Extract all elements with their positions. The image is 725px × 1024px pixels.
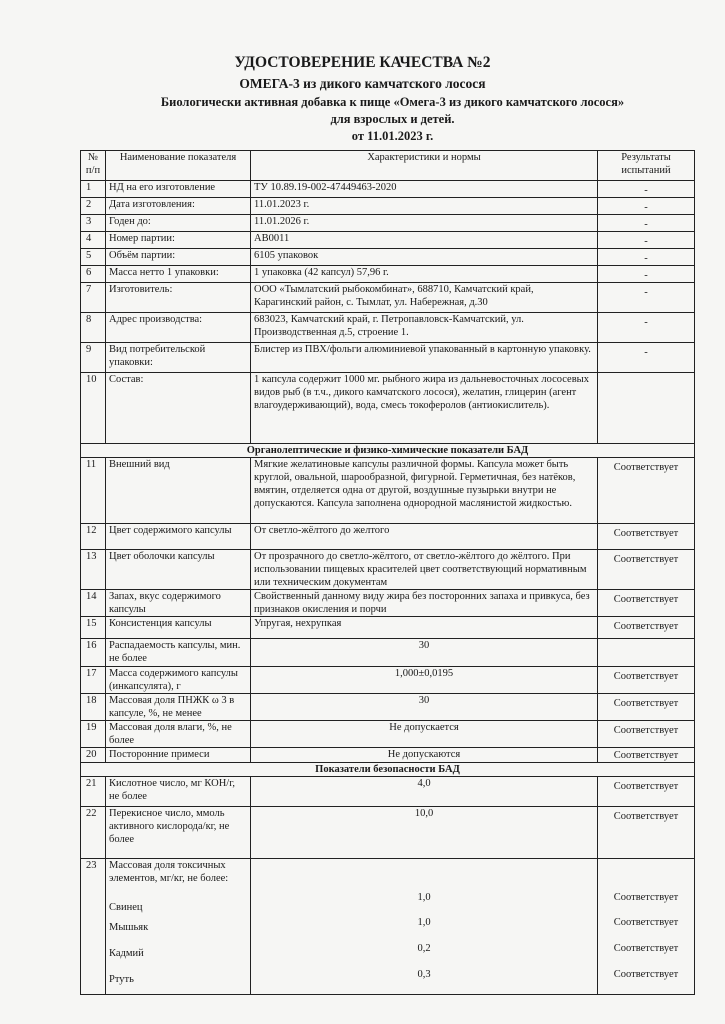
table-row — [81, 617, 695, 639]
row-result: Соответствует — [598, 777, 695, 807]
row-spec: Не допускается — [251, 721, 598, 748]
header-name: Наименование показателя — [106, 151, 251, 181]
row-spec: 1 упаковка (42 капсул) 57,96 г. — [251, 266, 598, 283]
row-result — [598, 639, 695, 667]
table-row — [81, 777, 695, 807]
row-name: Массовая доля ПНЖК ω 3 в капсуле, %, не менее — [106, 694, 251, 721]
toxic-specs-cell — [251, 859, 598, 995]
row-spec: 30 — [251, 639, 598, 667]
row-result: Соответствует — [598, 721, 695, 748]
row-num: 22 — [81, 807, 106, 859]
row-num: 23 — [81, 859, 106, 995]
row-spec: Мягкие желатиновые капсулы различной формы. Капсула может быть круглой, овальной, шарообразной, фигурной. Герметичная, без натёков, вмятин, отделяется одна от другой, воздушные пузырьки внутри не допускаются. Капсула заполнена однородной маслянистой жидкостью. — [251, 458, 598, 524]
toxic-names-cell — [106, 859, 251, 995]
row-name: Вид потребительской упаковки: — [106, 343, 251, 373]
toxic-header: Массовая доля токсичных элементов, мг/кг, не более: — [109, 860, 229, 884]
row-num: 20 — [81, 748, 106, 763]
row-name: Годен до: — [106, 215, 251, 232]
row-spec: 30 — [251, 694, 598, 721]
row-num: 6 — [81, 266, 106, 283]
row-name: Распадаемость капсулы, мин. не более — [106, 639, 251, 667]
toxic-results-cell — [598, 859, 695, 995]
header-num: № п/п — [81, 151, 106, 181]
row-name: Масса содержимого капсулы (инкапсулята), г — [106, 667, 251, 694]
table-row-toxic — [81, 859, 695, 995]
row-num: 17 — [81, 667, 106, 694]
row-name: Консистенция капсулы — [106, 617, 251, 639]
row-name: Номер партии: — [106, 232, 251, 249]
toxic-item-spec: 1,0 — [417, 892, 431, 903]
row-result: - — [598, 198, 695, 215]
row-num: 8 — [81, 313, 106, 343]
row-name: Массовая доля влаги, %, не более — [106, 721, 251, 748]
toxic-item-spec: 0,3 — [417, 969, 431, 980]
row-result — [598, 373, 695, 444]
document-date: от 11.01.2023 г. — [351, 129, 434, 143]
row-name: Масса нетто 1 упаковки: — [106, 266, 251, 283]
toxic-item-result: Соответствует — [613, 892, 679, 903]
section-title-safety: Показатели безопасности БАД — [81, 763, 695, 777]
row-result: - — [598, 249, 695, 266]
document-title: УДОСТОВЕРЕНИЕ КАЧЕСТВА №2 — [234, 54, 491, 71]
table-row — [81, 694, 695, 721]
row-name: Внешний вид — [106, 458, 251, 524]
row-spec: Свойственный данному виду жира без посторонних запаха и привкуса, без признаков окисления и порчи — [251, 590, 598, 617]
row-result: Соответствует — [598, 550, 695, 590]
toxic-item-result: Соответствует — [613, 969, 679, 980]
toxic-item-name: Ртуть — [109, 974, 134, 985]
row-name: Кислотное число, мг КОН/г, не более — [106, 777, 251, 807]
table-row — [81, 748, 695, 763]
row-result: - — [598, 232, 695, 249]
table-header-row — [81, 151, 695, 181]
row-name: Адрес производства: — [106, 313, 251, 343]
toxic-item-spec: 0,2 — [417, 943, 431, 954]
table-row — [81, 639, 695, 667]
row-result: Соответствует — [598, 590, 695, 617]
row-spec: 683023, Камчатский край, г. Петропавловск-Камчатский, ул. Производственная д.5, строение 1. — [251, 313, 598, 343]
quality-table — [80, 150, 695, 995]
row-result: Соответствует — [598, 748, 695, 763]
table-row — [81, 343, 695, 373]
row-spec: 1,000±0,0195 — [251, 667, 598, 694]
table-row — [81, 721, 695, 748]
table-row — [81, 283, 695, 313]
row-result: Соответствует — [598, 694, 695, 721]
section-row — [81, 444, 695, 458]
table-row — [81, 249, 695, 266]
row-name: Цвет содержимого капсулы — [106, 524, 251, 550]
document-audience: для взрослых и детей. — [330, 112, 455, 126]
row-num: 19 — [81, 721, 106, 748]
row-num: 5 — [81, 249, 106, 266]
row-spec: 4,0 — [251, 777, 598, 807]
product-name: ОМЕГА-3 из дикого камчатского лосося — [239, 76, 486, 91]
row-name: Посторонние примеси — [106, 748, 251, 763]
row-num: 14 — [81, 590, 106, 617]
row-result: - — [598, 266, 695, 283]
row-name: Перекисное число, ммоль активного кислорода/кг, не более — [106, 807, 251, 859]
table-row — [81, 458, 695, 524]
row-num: 11 — [81, 458, 106, 524]
row-num: 1 — [81, 181, 106, 198]
row-num: 16 — [81, 639, 106, 667]
row-result: Соответствует — [598, 524, 695, 550]
row-result: Соответствует — [598, 458, 695, 524]
row-result: - — [598, 215, 695, 232]
document-header — [0, 52, 725, 145]
toxic-item-spec: 1,0 — [417, 917, 431, 928]
row-result: Соответствует — [598, 807, 695, 859]
row-num: 21 — [81, 777, 106, 807]
row-name: Запах, вкус содержимого капсулы — [106, 590, 251, 617]
row-spec: АВ0011 — [251, 232, 598, 249]
row-num: 2 — [81, 198, 106, 215]
table-row — [81, 524, 695, 550]
row-name: НД на его изготовление — [106, 181, 251, 198]
toxic-item-result: Соответствует — [613, 943, 679, 954]
row-spec: 6105 упаковок — [251, 249, 598, 266]
row-num: 10 — [81, 373, 106, 444]
row-num: 4 — [81, 232, 106, 249]
row-num: 15 — [81, 617, 106, 639]
row-num: 18 — [81, 694, 106, 721]
toxic-item-name: Мышьяк — [109, 922, 149, 933]
header-result: Результаты испытаний — [598, 151, 695, 181]
section-row — [81, 763, 695, 777]
row-name: Состав: — [106, 373, 251, 444]
table-row — [81, 198, 695, 215]
table-row — [81, 807, 695, 859]
table-row — [81, 550, 695, 590]
row-result: - — [598, 343, 695, 373]
document-subtitle: Биологически активная добавка к пище «Омега-3 из дикого камчатского лосося» — [160, 95, 625, 109]
table-row — [81, 313, 695, 343]
section-title-organoleptic: Органолептические и физико-химические показатели БАД — [81, 444, 695, 458]
table-row — [81, 215, 695, 232]
toxic-item-name: Свинец — [109, 902, 143, 913]
row-spec: 1 капсула содержит 1000 мг. рыбного жира из дальневосточных лососевых видов рыб (в т.ч., дикого камчатского лосося), желатин, глицерин (агент влагоудерживающий), вода, смесь токоферолов (антиокислитель). — [251, 373, 598, 444]
row-spec: От прозрачного до светло-жёлтого, от светло-жёлтого до жёлтого. При использовании пищевых красителей цвет соответствующий нормативным или техническим документам — [251, 550, 598, 590]
row-result: - — [598, 313, 695, 343]
row-num: 13 — [81, 550, 106, 590]
row-name: Объём партии: — [106, 249, 251, 266]
row-result: - — [598, 181, 695, 198]
row-num: 7 — [81, 283, 106, 313]
row-spec: От светло-жёлтого до желтого — [251, 524, 598, 550]
row-name: Изготовитель: — [106, 283, 251, 313]
toxic-item-result: Соответствует — [613, 917, 679, 928]
table-row — [81, 181, 695, 198]
row-spec: 11.01.2023 г. — [251, 198, 598, 215]
table-row — [81, 232, 695, 249]
row-spec: Не допускаются — [251, 748, 598, 763]
row-spec: 11.01.2026 г. — [251, 215, 598, 232]
row-num: 3 — [81, 215, 106, 232]
row-num: 12 — [81, 524, 106, 550]
row-name: Цвет оболочки капсулы — [106, 550, 251, 590]
table-row — [81, 373, 695, 444]
row-spec: ТУ 10.89.19-002-47449463-2020 — [251, 181, 598, 198]
row-result: Соответствует — [598, 617, 695, 639]
row-spec: 10,0 — [251, 807, 598, 859]
header-spec: Характеристики и нормы — [251, 151, 598, 181]
table-row — [81, 266, 695, 283]
row-spec: Упругая, нехрупкая — [251, 617, 598, 639]
table-row — [81, 667, 695, 694]
row-spec: Блистер из ПВХ/фольги алюминиевой упакованный в картонную упаковку. — [251, 343, 598, 373]
row-result: - — [598, 283, 695, 313]
row-name: Дата изготовления: — [106, 198, 251, 215]
table-row — [81, 590, 695, 617]
toxic-item-name: Кадмий — [109, 948, 144, 959]
row-result: Соответствует — [598, 667, 695, 694]
row-spec: ООО «Тымлатский рыбокомбинат», 688710, Камчатский край, Карагинский район, с. Тымлат, ул. Набережная, д.30 — [251, 283, 598, 313]
row-num: 9 — [81, 343, 106, 373]
